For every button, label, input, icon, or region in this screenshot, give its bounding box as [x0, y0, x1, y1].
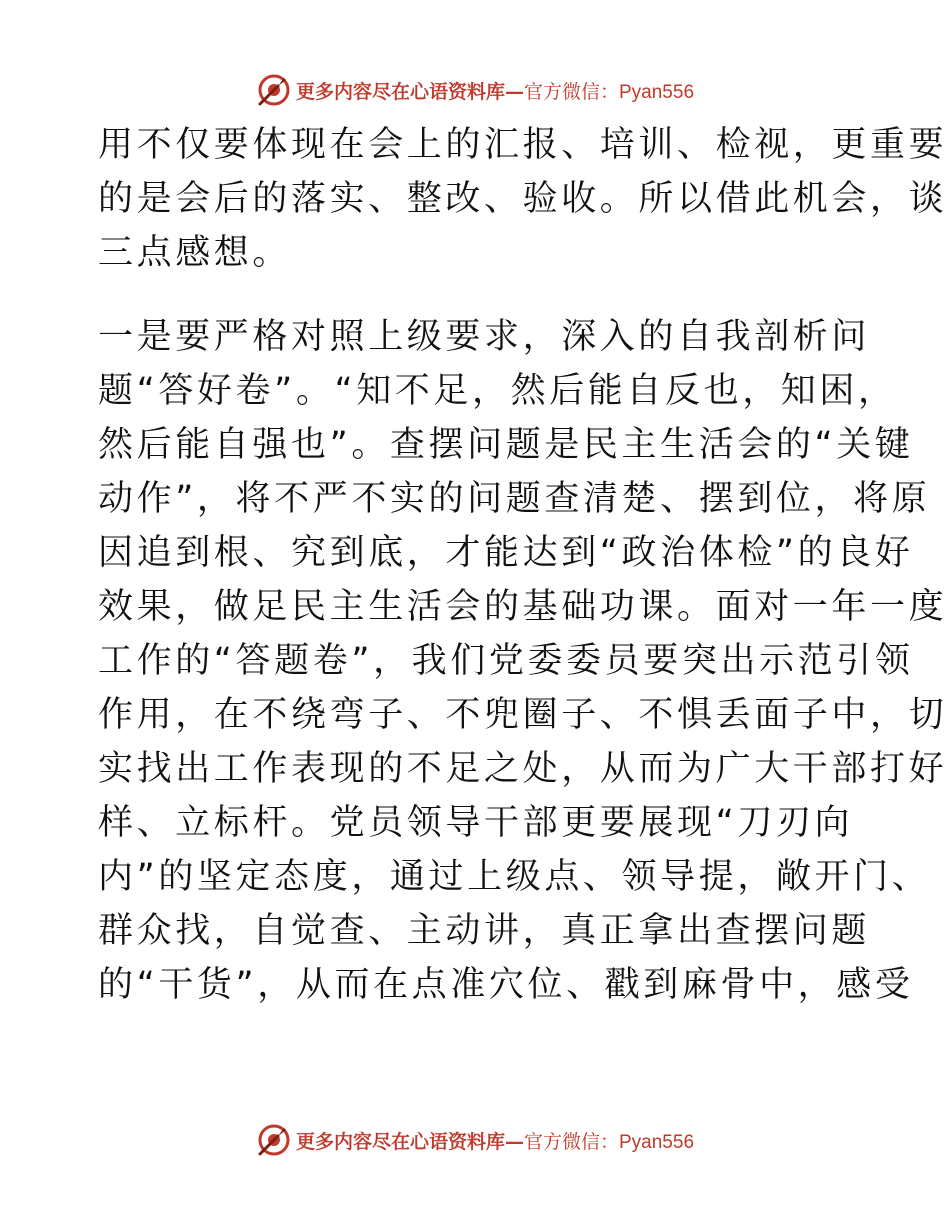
- text-line: 然后能自强也”。查摆问题是民主生活会的“关键: [98, 425, 914, 465]
- paragraph-1: [98, 118, 948, 280]
- banner-wechat: 官方微信：Pyan556: [524, 81, 695, 103]
- text-line: 用不仅要体现在会上的汇报、培训、检视，更重要: [98, 125, 948, 165]
- pen-flower-logo-icon: [256, 1122, 292, 1158]
- banner-text: 更多内容尽在心语资料库—: [295, 1130, 524, 1153]
- text-line: 一是要严格对照上级要求，深入的自我剖析问: [98, 317, 871, 357]
- text-line: 内”的坚定态度，通过上级点、领导提，敞开门、: [98, 857, 931, 897]
- text-line: 动作”，将不严不实的问题查清楚、摆到位，将原: [98, 479, 931, 519]
- text-line: 三点感想。: [98, 233, 292, 273]
- footer-watermark-banner: [0, 1120, 950, 1160]
- paragraph-2: [98, 310, 948, 1012]
- text-line: 因追到根、究到底，才能达到“政治体检”的良好: [98, 533, 914, 573]
- paragraph-gap: [98, 280, 850, 310]
- banner-text: 更多内容尽在心语资料库—: [295, 80, 524, 103]
- document-body: [98, 118, 948, 1012]
- text-line: 的“干货”，从而在点准穴位、戳到麻骨中，感受: [98, 965, 914, 1005]
- text-line: 工作的“答题卷”，我们党委委员要突出示范引领: [98, 641, 914, 681]
- banner-wechat: 官方微信：Pyan556: [524, 1131, 695, 1153]
- text-line: 题“答好卷”。“知不足，然后能自反也，知困，: [98, 371, 897, 411]
- text-line: 样、立标杆。党员领导干部更要展现“刀刃向: [98, 803, 854, 843]
- text-line: 实找出工作表现的不足之处，从而为广大干部打好: [98, 749, 948, 789]
- text-line: 群众找，自觉查、主动讲，真正拿出查摆问题: [98, 911, 871, 951]
- text-line: 的是会后的落实、整改、验收。所以借此机会，谈: [98, 179, 948, 219]
- text-line: 效果，做足民主生活会的基础功课。面对一年一度: [98, 587, 948, 627]
- text-line: 作用，在不绕弯子、不兜圈子、不惧丢面子中，切: [98, 695, 948, 735]
- pen-flower-logo-icon: [256, 72, 292, 108]
- header-watermark-banner: [0, 70, 950, 110]
